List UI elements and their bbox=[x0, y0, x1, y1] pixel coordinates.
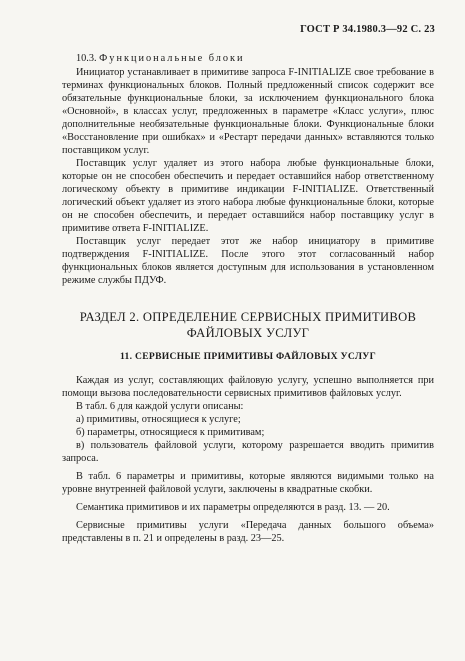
list-item: в) пользователь файловой услуги, которому разрешается вводить примитив запроса. bbox=[62, 440, 434, 464]
section-10-3-heading bbox=[62, 52, 434, 65]
part-title: РАЗДЕЛ 2. ОПРЕДЕЛЕНИЕ СЕРВИСНЫХ ПРИМИТИВОВ ФАЙЛОВЫХ УСЛУГ bbox=[79, 310, 417, 340]
paragraph: В табл. 6 параметры и примитивы, которые являются видимыми только на уровне внутренней файловой услуги, заключены в квадратные скобки. bbox=[62, 471, 434, 495]
paragraph: Инициатор устанавливает в примитиве запроса F-INITIALIZE свое требование в терминах функциональных блоков. Полный предложенный список содержит все обязательные функциональные блоки, за исключением функционального блока «Основной», в классах услуг, предложенных в параметре «Класс услуги», плюс дополнительные необязательные функциональные блоки. Функциональные блоки «Восстановление при ошибках» и «Рестарт передачи данных» вставляются только поставщиком услуг. bbox=[62, 67, 434, 156]
paragraph: Поставщик услуг удаляет из этого набора любые функциональные блоки, которые он не способен обеспечить и передает оставшийся набор ответственному логическому объекту в примитиве индикации F-INITIALIZE. Ответственный логический объект удаляет из этого набора любые функциональные блоки, которые он не способен обеспечить, и передает оставшийся набор поставщику услуг в примитиве ответа F-INITIALIZE. bbox=[62, 158, 434, 234]
section-11-heading: 11. СЕРВИСНЫЕ ПРИМИТИВЫ ФАЙЛОВЫХ УСЛУГ bbox=[119, 351, 377, 362]
list-item: а) примитивы, относящиеся к услуге; bbox=[76, 414, 241, 425]
page-header: ГОСТ Р 34.1980.3—92 С. 23 bbox=[300, 24, 435, 35]
paragraph: Сервисные примитивы услуги «Передача данных большого объема» представлены в п. 21 и определены в разд. 23—25. bbox=[62, 520, 434, 544]
list-item: б) параметры, относящиеся к примитивам; bbox=[76, 427, 265, 438]
section-title: Функциональные блоки bbox=[99, 53, 245, 64]
item-list bbox=[62, 413, 434, 465]
paragraph: Каждая из услуг, составляющих файловую услугу, успешно выполняется при помощи вызова последовательности сервисных примитивов файловых услуг. bbox=[62, 375, 434, 399]
paragraph: Поставщик услуг передает этот же набор инициатору в примитиве подтверждения F-INITIALIZE. После этого этот согласованный набор функциональных блоков является доступным для использования в установленном режиме службы ПДУФ. bbox=[62, 236, 434, 286]
paragraph: Семантика примитивов и их параметры определяются в разд. 13. — 20. bbox=[76, 502, 390, 513]
paragraph: В табл. 6 для каждой услуги описаны: bbox=[76, 401, 244, 412]
page-body bbox=[62, 52, 434, 545]
section-number: 10.3. bbox=[76, 53, 97, 64]
